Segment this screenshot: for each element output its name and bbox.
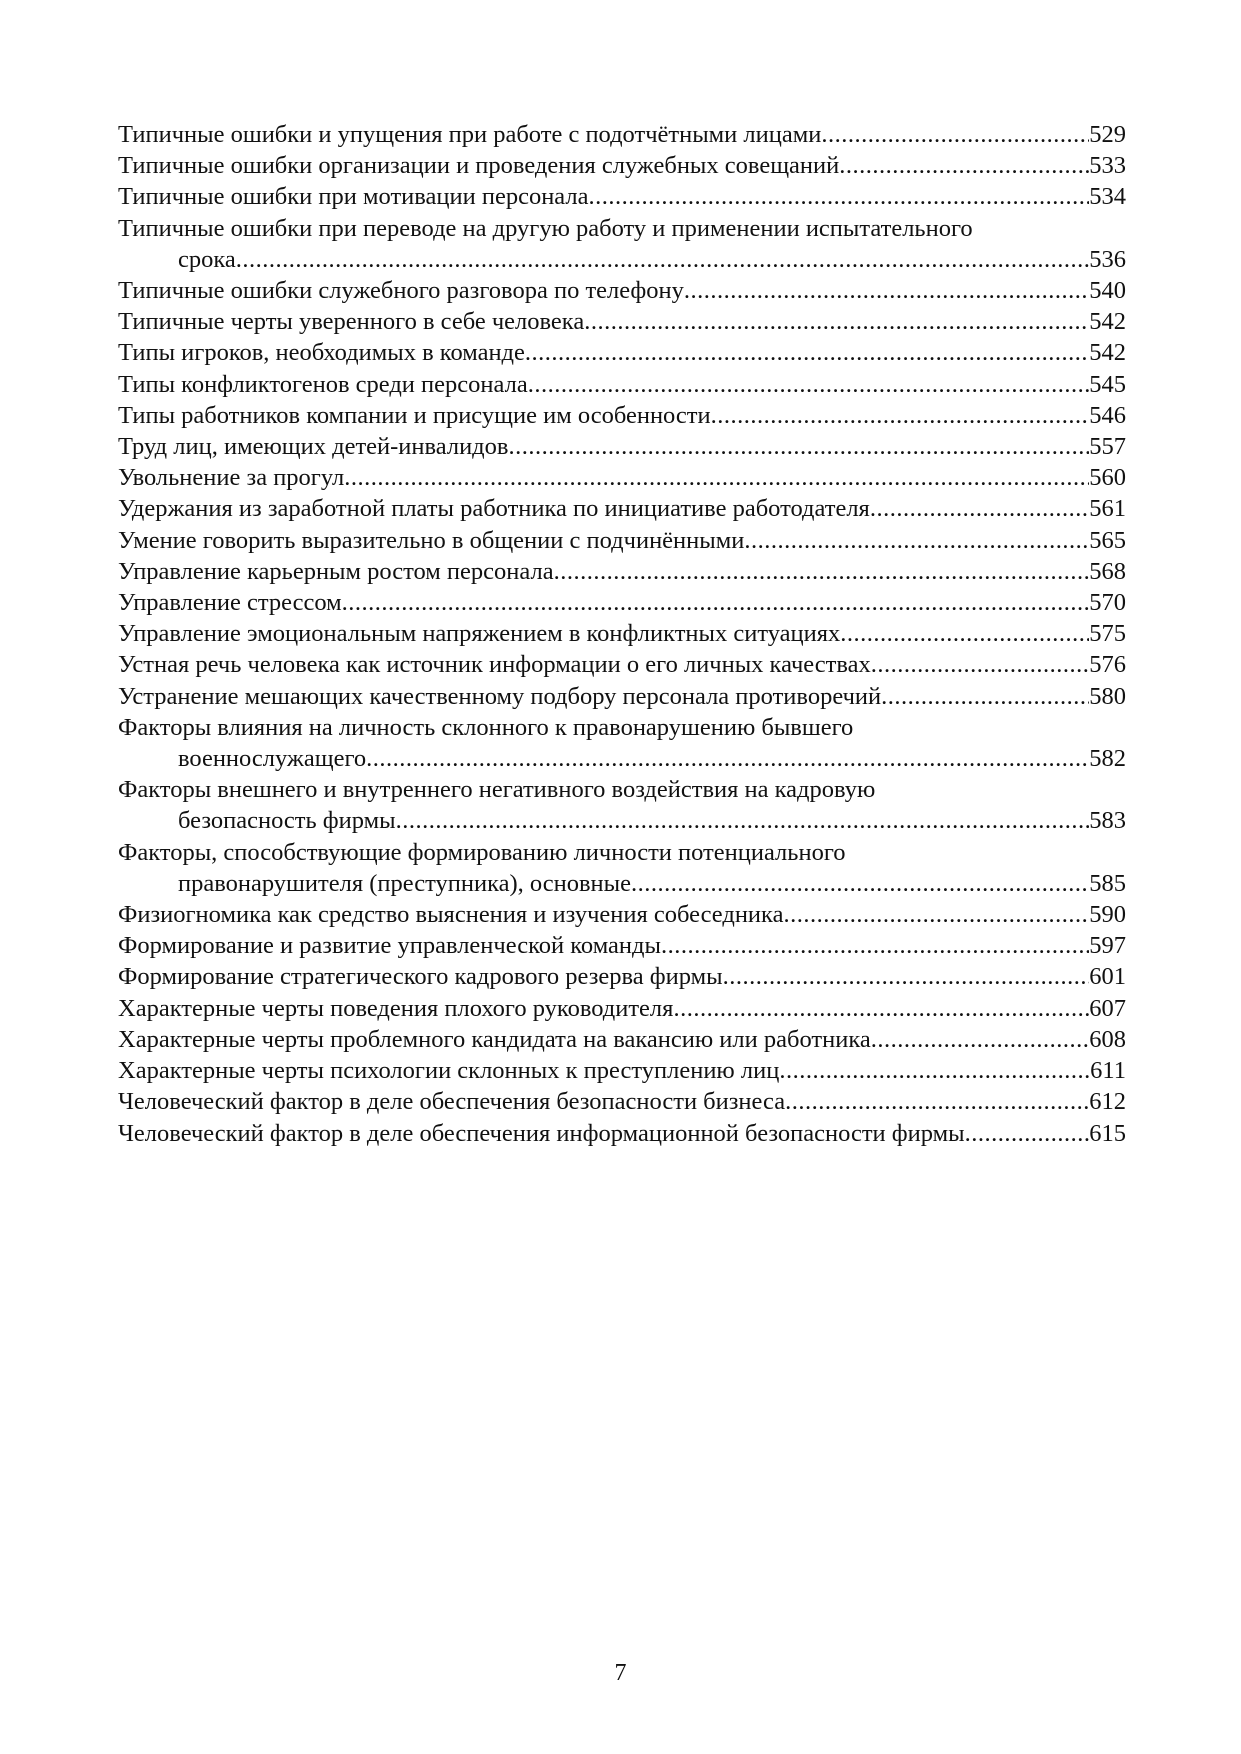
toc-entry-title: Характерные черты проблемного кандидата на вакансию или работника — [118, 1025, 871, 1053]
toc-page-number: 529 — [1089, 121, 1126, 148]
toc-entry-title: Устранение мешающих качественному подбору персонала противоречий — [118, 682, 882, 710]
toc-entry[interactable] — [118, 1118, 1126, 1149]
toc-entry-title: Устная речь человека как источник информации о его личных качествах — [118, 651, 871, 679]
toc-entry-title: Человеческий фактор в деле обеспечения информационной безопасности фирмы — [118, 1119, 965, 1147]
toc-leader-dots — [723, 961, 1090, 992]
toc-page-number: 534 — [1089, 183, 1126, 211]
toc-entry-title: Типы конфликтогенов среди персонала — [118, 370, 528, 398]
toc-page-number: 608 — [1089, 1025, 1126, 1053]
toc-page-number: 565 — [1089, 526, 1126, 554]
toc-leader-dots — [673, 993, 1089, 1024]
toc-page-number: 540 — [1089, 277, 1126, 305]
toc-entry-title-continued: безопасность фирмы — [178, 807, 396, 835]
toc-entry[interactable] — [118, 774, 1126, 836]
toc-page-number: 536 — [1089, 245, 1126, 273]
toc-entry[interactable] — [118, 400, 1126, 431]
table-of-contents — [118, 119, 1126, 1149]
toc-entry-title: Увольнение за прогул — [118, 464, 345, 492]
toc-page-number: 576 — [1089, 651, 1126, 679]
toc-entry-title-continued: срока — [178, 245, 236, 273]
toc-page-number: 568 — [1089, 557, 1126, 585]
toc-entry-title-continued: правонарушителя (преступника), основные — [178, 869, 631, 897]
toc-entry-title: Удержания из заработной платы работника по инициативе работодателя — [118, 495, 870, 523]
toc-page-number: 590 — [1089, 901, 1126, 929]
toc-entry-title: Факторы влияния на личность склонного к правонарушению бывшего — [118, 713, 854, 741]
toc-page-number: 546 — [1089, 401, 1126, 429]
toc-entry-title: Физиогномика как средство выяснения и изучения собеседника — [118, 901, 784, 929]
toc-entry[interactable] — [118, 649, 1126, 680]
toc-entry-title: Типичные черты уверенного в себе человека — [118, 308, 585, 336]
toc-entry[interactable] — [118, 618, 1126, 649]
toc-entry[interactable] — [118, 587, 1126, 618]
toc-entry[interactable] — [118, 369, 1126, 400]
toc-leader-dots — [661, 930, 1089, 961]
toc-entry-title: Управление эмоциональным напряжением в конфликтных ситуациях — [118, 620, 841, 648]
toc-entry[interactable] — [118, 1086, 1126, 1117]
toc-entry[interactable] — [118, 712, 1126, 774]
toc-page-number: 607 — [1089, 994, 1126, 1022]
toc-leader-dots — [965, 1118, 1090, 1149]
toc-leader-dots — [584, 306, 1089, 337]
toc-leader-dots — [508, 431, 1089, 462]
toc-page-number: 570 — [1089, 589, 1126, 617]
toc-entry-title: Формирование и развитие управленческой команды — [118, 932, 661, 960]
toc-leader-dots — [783, 899, 1089, 930]
toc-entry-title: Типичные ошибки и упущения при работе с подотчётными лицами — [118, 121, 822, 148]
toc-page-number: 557 — [1089, 433, 1126, 461]
toc-leader-dots — [589, 181, 1090, 212]
toc-leader-dots — [342, 587, 1090, 618]
toc-entry-title: Характерные черты поведения плохого руководителя — [118, 994, 674, 1022]
toc-entry[interactable] — [118, 556, 1126, 587]
toc-entry[interactable] — [118, 181, 1126, 212]
toc-leader-dots — [711, 400, 1090, 431]
toc-entry[interactable] — [118, 681, 1126, 712]
toc-page-number: 561 — [1089, 495, 1126, 523]
toc-leader-dots — [785, 1086, 1089, 1117]
toc-page-number: 585 — [1089, 869, 1126, 897]
toc-entry[interactable] — [118, 119, 1126, 150]
toc-leader-dots — [744, 525, 1089, 556]
toc-entry[interactable] — [118, 525, 1126, 556]
toc-leader-dots — [870, 493, 1089, 524]
toc-entry[interactable] — [118, 462, 1126, 493]
toc-leader-dots — [881, 681, 1089, 712]
toc-page-number: 601 — [1089, 963, 1126, 991]
toc-leader-dots — [236, 244, 1089, 275]
toc-entry-title: Умение говорить выразительно в общении с подчинёнными — [118, 526, 745, 554]
toc-entry-title: Типичные ошибки при мотивации персонала — [118, 183, 589, 211]
toc-page-number: 533 — [1089, 152, 1126, 180]
toc-leader-dots — [396, 805, 1090, 836]
toc-page-number: 542 — [1089, 308, 1126, 336]
toc-entry[interactable] — [118, 1055, 1126, 1086]
toc-entry-title-continued: военнослужащего — [178, 745, 367, 773]
toc-leader-dots — [554, 556, 1090, 587]
toc-entry[interactable] — [118, 899, 1126, 930]
toc-page-number: 615 — [1089, 1119, 1126, 1147]
toc-leader-dots — [871, 649, 1090, 680]
toc-entry[interactable] — [118, 930, 1126, 961]
toc-entry-title: Труд лиц, имеющих детей-инвалидов — [118, 433, 509, 461]
toc-leader-dots — [344, 462, 1089, 493]
toc-entry-title: Факторы, способствующие формированию личности потенциального — [118, 838, 846, 866]
toc-entry-title: Типичные ошибки организации и проведения служебных совещаний — [118, 152, 840, 180]
toc-entry[interactable] — [118, 275, 1126, 306]
toc-entry[interactable] — [118, 431, 1126, 462]
toc-entry-title: Человеческий фактор в деле обеспечения безопасности бизнеса — [118, 1088, 786, 1116]
toc-entry-title: Типы работников компании и присущие им особенности — [118, 401, 711, 429]
toc-page-number: 542 — [1089, 339, 1126, 367]
toc-entry[interactable] — [118, 213, 1126, 275]
toc-entry[interactable] — [118, 837, 1126, 899]
toc-entry-title: Характерные черты психологии склонных к преступлению лиц — [118, 1057, 780, 1085]
toc-entry[interactable] — [118, 1024, 1126, 1055]
toc-leader-dots — [631, 868, 1089, 899]
page-number: 7 — [614, 1660, 627, 1686]
toc-entry-title: Типичные ошибки служебного разговора по телефону — [118, 277, 684, 305]
toc-page-number: 560 — [1089, 464, 1126, 492]
toc-entry-title: Типы игроков, необходимых в команде — [118, 339, 525, 367]
toc-entry-title: Формирование стратегического кадрового резерва фирмы — [118, 963, 723, 991]
toc-entry[interactable] — [118, 337, 1126, 368]
toc-leader-dots — [821, 119, 1089, 150]
toc-entry-title: Управление карьерным ростом персонала — [118, 557, 554, 585]
toc-page-number: 583 — [1089, 807, 1126, 835]
toc-leader-dots — [525, 337, 1089, 368]
toc-entry[interactable] — [118, 961, 1126, 992]
toc-page-number: 545 — [1089, 370, 1126, 398]
toc-entry-title: Типичные ошибки при переводе на другую работу и применении испытательного — [118, 214, 973, 242]
toc-page-number: 597 — [1089, 932, 1126, 960]
toc-page-number: 575 — [1089, 620, 1126, 648]
toc-entry-title: Управление стрессом — [118, 589, 342, 617]
toc-page-number: 611 — [1090, 1057, 1126, 1085]
toc-entry[interactable] — [118, 306, 1126, 337]
toc-page-number: 580 — [1089, 682, 1126, 710]
toc-leader-dots — [684, 275, 1089, 306]
toc-entry[interactable] — [118, 150, 1126, 181]
toc-entry[interactable] — [118, 993, 1126, 1024]
toc-entry-title: Факторы внешнего и внутреннего негативного воздействия на кадровую — [118, 776, 876, 804]
toc-leader-dots — [528, 369, 1090, 400]
toc-leader-dots — [779, 1055, 1090, 1086]
toc-leader-dots — [839, 150, 1089, 181]
toc-page-number: 582 — [1089, 745, 1126, 773]
toc-leader-dots — [366, 743, 1089, 774]
toc-page-number: 612 — [1089, 1088, 1126, 1116]
toc-leader-dots — [871, 1024, 1090, 1055]
toc-entry[interactable] — [118, 493, 1126, 524]
toc-leader-dots — [840, 618, 1089, 649]
